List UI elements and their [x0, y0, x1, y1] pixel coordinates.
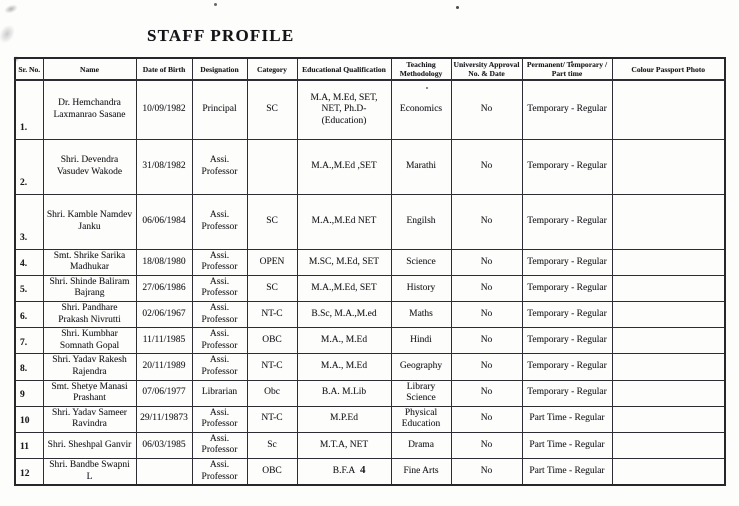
cell-category: NT-C: [247, 406, 297, 432]
cell-name: Shri. Yadav Rakesh Rajendra: [43, 354, 136, 380]
col-header-university-approval: University Approval No. & Date: [451, 58, 522, 80]
cell-dob: 06/03/1985: [136, 432, 192, 458]
col-header-permanent-temporary: Permanent/ Temporary / Part time: [522, 58, 612, 80]
cell-tenure: Part Time - Regular: [522, 406, 612, 432]
scan-smudge: [3, 3, 19, 15]
cell-methodology: Maths: [391, 302, 451, 328]
cell-tenure: Temporary - Regular: [522, 194, 612, 249]
table-row: [15, 432, 725, 458]
cell-sr: 6.: [15, 302, 43, 328]
table-row: [15, 249, 725, 275]
cell-designation: Assi. Professor: [192, 249, 247, 275]
cell-photo: [612, 354, 725, 380]
col-header-name: Name: [43, 58, 136, 80]
cell-tenure: Temporary - Regular: [522, 302, 612, 328]
cell-methodology: Science: [391, 249, 451, 275]
col-header-teaching-methodology: Teaching Methodology: [391, 58, 451, 80]
table-row: [15, 406, 725, 432]
cell-dob: 07/06/1977: [136, 380, 192, 406]
cell-dob: 18/08/1980: [136, 249, 192, 275]
cell-methodology: Economics: [391, 80, 451, 139]
cell-qualification: M.A.,M.Ed NET: [297, 194, 391, 249]
cell-photo: [612, 302, 725, 328]
cell-designation: Assi. Professor: [192, 302, 247, 328]
cell-methodology: Hindi: [391, 328, 451, 354]
cell-name: Shri. Kamble Namdev Janku: [43, 194, 136, 249]
cell-photo: [612, 275, 725, 301]
table-header: [15, 58, 725, 80]
cell-qualification: M.A., M.Ed: [297, 354, 391, 380]
cell-name: Shri. Bandbe Swapni L: [43, 458, 136, 485]
cell-category: SC: [247, 80, 297, 139]
cell-sr: 4.: [15, 249, 43, 275]
page-title: STAFF PROFILE: [147, 26, 295, 45]
cell-approval: No: [451, 302, 522, 328]
cell-designation: Assi. Professor: [192, 328, 247, 354]
cell-category: Sc: [247, 432, 297, 458]
cell-tenure: Temporary - Regular: [522, 354, 612, 380]
cell-sr: 1.: [15, 80, 43, 139]
cell-name: Dr. Hemchandra Laxmanrao Sasane: [43, 80, 136, 139]
cell-designation: Assi. Professor: [192, 194, 247, 249]
cell-designation: Principal: [192, 80, 247, 139]
cell-name: Shri. Devendra Vasudev Wakode: [43, 139, 136, 194]
cell-methodology: Engilsh: [391, 194, 451, 249]
cell-sr: 7.: [15, 328, 43, 354]
table-row: [15, 139, 725, 194]
table-row: [15, 194, 725, 249]
col-header-colour-passport-photo: Colour Passport Photo: [612, 58, 725, 80]
cell-qualification: M.T.A, NET: [297, 432, 391, 458]
cell-methodology: Physical Education: [391, 406, 451, 432]
cell-approval: No: [451, 80, 522, 139]
cell-approval: No: [451, 328, 522, 354]
cell-qualification: M.P.Ed: [297, 406, 391, 432]
cell-approval: No: [451, 275, 522, 301]
cell-qualification: B.Sc, M.A.,M.ed: [297, 302, 391, 328]
cell-sr: 3.: [15, 194, 43, 249]
cell-category: SC: [247, 275, 297, 301]
cell-category: OBC: [247, 458, 297, 485]
cell-tenure: Temporary - Regular: [522, 328, 612, 354]
cell-photo: [612, 249, 725, 275]
cell-designation: Assi. Professor: [192, 406, 247, 432]
scan-smudge: [0, 22, 18, 46]
scan-speck: [214, 3, 217, 6]
cell-category: OPEN: [247, 249, 297, 275]
col-header-category: Category: [247, 58, 297, 80]
cell-approval: No: [451, 354, 522, 380]
cell-tenure: Temporary - Regular: [522, 139, 612, 194]
cell-methodology: Fine Arts: [391, 458, 451, 485]
table-row: [15, 328, 725, 354]
cell-approval: No: [451, 406, 522, 432]
cell-methodology: Marathi: [391, 139, 451, 194]
cell-name: Shri. Kumbhar Somnath Gopal: [43, 328, 136, 354]
cell-tenure: Temporary - Regular: [522, 80, 612, 139]
table-row: [15, 275, 725, 301]
cell-sr: 12: [15, 458, 43, 485]
cell-tenure: Part Time - Regular: [522, 458, 612, 485]
cell-name: Smt. Shetye Manasi Prashant: [43, 380, 136, 406]
cell-tenure: Temporary - Regular: [522, 249, 612, 275]
cell-dob: 20/11/1989: [136, 354, 192, 380]
cell-approval: No: [451, 432, 522, 458]
col-header-designation: Designation: [192, 58, 247, 80]
col-header-sr-no: Sr. No.: [15, 58, 43, 80]
cell-qualification: M.A.,M.Ed, SET: [297, 275, 391, 301]
cell-sr: 8.: [15, 354, 43, 380]
cell-methodology: Drama: [391, 432, 451, 458]
cell-qualification: B.A. M.Lib: [297, 380, 391, 406]
cell-dob: 27/06/1986: [136, 275, 192, 301]
cell-category: Obc: [247, 380, 297, 406]
cell-sr: 5.: [15, 275, 43, 301]
cell-qualification: B.F.A: [297, 458, 391, 485]
cell-approval: No: [451, 249, 522, 275]
cell-methodology: Library Science: [391, 380, 451, 406]
cell-name: Shri. Sheshpal Ganvir: [43, 432, 136, 458]
col-header-educational-qualification: Educational Qualification: [297, 58, 391, 80]
cell-sr: 10: [15, 406, 43, 432]
cell-photo: [612, 458, 725, 485]
cell-dob: [136, 458, 192, 485]
cell-category: [247, 139, 297, 194]
scan-speck: [456, 6, 459, 9]
cell-tenure: Temporary - Regular: [522, 380, 612, 406]
cell-dob: 29/11/19873: [136, 406, 192, 432]
cell-photo: [612, 328, 725, 354]
cell-name: Shri. Shinde Baliram Bajrang: [43, 275, 136, 301]
cell-approval: No: [451, 194, 522, 249]
cell-methodology: History: [391, 275, 451, 301]
header-row: [15, 58, 725, 80]
cell-designation: Assi. Professor: [192, 432, 247, 458]
table-row: [15, 80, 725, 139]
cell-dob: 31/08/1982: [136, 139, 192, 194]
cell-sr: 2.: [15, 139, 43, 194]
cell-photo: [612, 380, 725, 406]
cell-tenure: Temporary - Regular: [522, 275, 612, 301]
cell-photo: [612, 80, 725, 139]
table-row: [15, 354, 725, 380]
page-number: 4: [360, 464, 366, 476]
cell-methodology: Geography: [391, 354, 451, 380]
cell-category: OBC: [247, 328, 297, 354]
table-row: [15, 302, 725, 328]
table-body: [15, 80, 725, 485]
table-row: [15, 380, 725, 406]
staff-profile-table: [14, 57, 726, 486]
cell-photo: [612, 139, 725, 194]
cell-photo: [612, 432, 725, 458]
col-header-date-of-birth: Date of Birth: [136, 58, 192, 80]
cell-name: Shri. Yadav Sameer Ravindra: [43, 406, 136, 432]
cell-tenure: Part Time - Regular: [522, 432, 612, 458]
cell-dob: 10/09/1982: [136, 80, 192, 139]
cell-category: NT-C: [247, 354, 297, 380]
cell-qualification: M.A.,M.Ed ,SET: [297, 139, 391, 194]
cell-qualification: M.A, M.Ed, SET, NET, Ph.D- (Education): [297, 80, 391, 139]
cell-category: NT-C: [247, 302, 297, 328]
table-row: [15, 458, 725, 485]
cell-dob: 11/11/1985: [136, 328, 192, 354]
cell-sr: 9: [15, 380, 43, 406]
cell-photo: [612, 406, 725, 432]
cell-designation: Assi. Professor: [192, 275, 247, 301]
cell-qualification: M.A., M.Ed: [297, 328, 391, 354]
cell-photo: [612, 194, 725, 249]
cell-designation: Assi. Professor: [192, 139, 247, 194]
cell-designation: Assi. Professor: [192, 354, 247, 380]
cell-sr: 11: [15, 432, 43, 458]
cell-dob: 06/06/1984: [136, 194, 192, 249]
cell-designation: Assi. Professor: [192, 458, 247, 485]
cell-designation: Librarian: [192, 380, 247, 406]
cell-category: SC: [247, 194, 297, 249]
cell-name: Shri. Pandhare Prakash Nivrutti: [43, 302, 136, 328]
cell-approval: No: [451, 458, 522, 485]
cell-approval: No: [451, 380, 522, 406]
cell-approval: No: [451, 139, 522, 194]
cell-name: Smt. Shrike Sarika Madhukar: [43, 249, 136, 275]
cell-qualification: M.SC, M.Ed, SET: [297, 249, 391, 275]
cell-dob: 02/06/1967: [136, 302, 192, 328]
